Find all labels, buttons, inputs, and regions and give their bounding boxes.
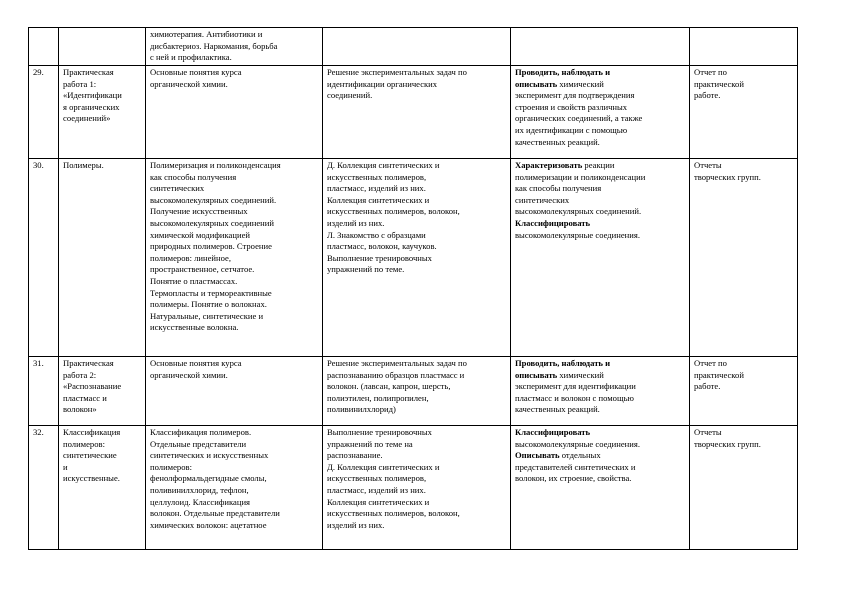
activity-line — [515, 404, 685, 416]
activity-line — [515, 230, 685, 242]
activity-text: их идентификации с помощью — [515, 124, 628, 135]
table-row — [29, 28, 798, 66]
activity-text: эксперимент для подтверждения — [515, 90, 635, 101]
lesson-experiment-line: пластмасс, изделий из них. — [327, 484, 426, 495]
activity-verb: Проводить, наблюдать и — [515, 67, 611, 77]
lesson-content-line: полимеров: линейное, — [150, 252, 231, 263]
lesson-number-cell — [29, 66, 59, 159]
lesson-experiment-line: упражнений по теме на — [327, 438, 413, 449]
lesson-topic-line: Полимеры. — [63, 160, 104, 170]
lesson-content-line: с ней и профилактика. — [150, 52, 232, 63]
activity-text: синтетических — [515, 194, 570, 205]
lesson-number-cell — [29, 426, 59, 550]
activity-text: пластмасс и волокон с помощью — [515, 392, 634, 403]
activity-line — [515, 172, 685, 184]
lesson-number: 30. — [33, 160, 44, 170]
activity-line — [515, 218, 685, 230]
lesson-number: 29. — [33, 67, 44, 77]
lesson-experiment-line: Коллекция синтетических и — [327, 194, 430, 205]
lesson-experiment-cell — [323, 28, 511, 66]
lesson-content-cell — [146, 426, 323, 550]
lesson-experiment-line: Д. Коллекция синтетических и — [327, 461, 440, 472]
lesson-content-line: полимеров: — [150, 461, 192, 472]
activity-text: строения и свойств различных — [515, 101, 628, 112]
student-activity-cell — [511, 159, 690, 357]
control-form-line: работе. — [694, 381, 721, 392]
lesson-experiment-cell — [323, 357, 511, 426]
lesson-experiment-line: распознаванию образцов пластмасс и — [327, 369, 465, 380]
activity-text: высокомолекулярные соединения. — [515, 438, 640, 449]
activity-verb: Характеризовать — [515, 160, 583, 170]
activity-line — [515, 370, 685, 382]
activity-text: органических соединений, а также — [515, 113, 643, 124]
lesson-content-line: целлулоид. Классификация — [150, 496, 251, 507]
lesson-content-line: Основные понятия курса — [150, 67, 242, 77]
lesson-experiment-cell — [323, 426, 511, 550]
lesson-experiment-line: поливинилхлорид) — [327, 404, 396, 415]
control-form-line: творческих групп. — [694, 438, 761, 449]
table-row — [29, 357, 798, 426]
lesson-topic-cell — [59, 426, 146, 550]
activity-line — [515, 358, 685, 370]
lesson-content-line: волокон. Отдельные представители — [150, 508, 280, 519]
lesson-experiment-line: Коллекция синтетических и — [327, 496, 430, 507]
activity-verb: Проводить, наблюдать и — [515, 358, 611, 368]
lesson-number: 32. — [33, 427, 44, 437]
lesson-topic-line: искусственные. — [63, 473, 120, 484]
lesson-experiment-line: упражнений по теме. — [327, 264, 405, 275]
lesson-topic-line: работа 1: — [63, 78, 97, 89]
activity-line — [515, 137, 685, 149]
lesson-content-line: искусственные волокна. — [150, 322, 239, 333]
lesson-content-line: фенолформальдегидные смолы, — [150, 473, 267, 484]
lesson-content-line: Натуральные, синтетические и — [150, 310, 264, 321]
lesson-topic-cell — [59, 28, 146, 66]
lesson-content-line: Основные понятия курса — [150, 358, 242, 368]
lesson-content-line: Термопласты и термореактивные — [150, 287, 272, 298]
lesson-content-line: химиотерапия. Антибиотики и — [150, 29, 263, 39]
lesson-content-line: органической химии. — [150, 369, 228, 380]
activity-line — [515, 160, 685, 172]
student-activity-cell — [511, 28, 690, 66]
lesson-content-line: Получение искусственных — [150, 206, 248, 217]
student-activity-cell — [511, 357, 690, 426]
lesson-topic-line: синтетические — [63, 450, 117, 461]
control-form-line: творческих групп. — [694, 171, 761, 182]
activity-text: представителей синтетических и — [515, 461, 636, 472]
activity-text: волокон, их строение, свойства. — [515, 473, 632, 484]
lesson-experiment-line: искусственных полимеров, волокон, — [327, 206, 460, 217]
lesson-experiment-cell — [323, 159, 511, 357]
control-form-cell — [690, 66, 798, 159]
lesson-experiment-line: искусственных полимеров, — [327, 171, 427, 182]
lesson-topic-line: «Идентификаци — [63, 90, 122, 101]
lesson-topic-line: Классификация — [63, 427, 121, 437]
activity-line — [515, 79, 685, 91]
lesson-content-line: как способы получения — [150, 171, 237, 182]
activity-verb: Классифицировать — [515, 427, 591, 437]
lesson-content-line: высокомолекулярных соединений — [150, 217, 274, 228]
lesson-topic-line: Практическая — [63, 358, 114, 368]
table-row — [29, 426, 798, 550]
lesson-topic-line: полимеров: — [63, 438, 105, 449]
activity-line — [515, 206, 685, 218]
activity-line — [515, 427, 685, 439]
control-form-line: практической — [694, 369, 744, 380]
lesson-experiment-line: изделий из них. — [327, 519, 385, 530]
activity-line — [515, 67, 685, 79]
table-row — [29, 159, 798, 357]
activity-text: высокомолекулярные соединения. — [515, 229, 640, 240]
lesson-topic-line: и — [63, 461, 68, 472]
lesson-content-line: Понятие о пластмассах. — [150, 275, 238, 286]
control-form-cell — [690, 28, 798, 66]
lesson-content-line: полимеры. Понятие о волокнах. — [150, 299, 267, 310]
lesson-experiment-line: пластмасс, волокон, каучуков. — [327, 241, 437, 252]
lesson-content-line: органической химии. — [150, 78, 228, 89]
lesson-plan-table — [28, 27, 798, 550]
control-form-line: Отчет по — [694, 358, 727, 368]
activity-line — [515, 439, 685, 451]
lesson-content-line: химических волокон: ацетатное — [150, 519, 267, 530]
activity-text: отдельных — [559, 450, 601, 461]
control-form-cell — [690, 426, 798, 550]
activity-text: качественных реакций. — [515, 136, 600, 147]
activity-text: как способы получения — [515, 183, 602, 194]
control-form-line: Отчеты — [694, 160, 722, 170]
activity-text: полимеризации и поликонденсации — [515, 171, 646, 182]
lesson-topic-cell — [59, 357, 146, 426]
lesson-experiment-line: соединений. — [327, 90, 373, 101]
activity-line — [515, 183, 685, 195]
lesson-topic-cell — [59, 66, 146, 159]
lesson-content-line: высокомолекулярных соединений. — [150, 194, 277, 205]
lesson-content-line: Полимеризация и поликонденсация — [150, 160, 281, 170]
control-form-cell — [690, 357, 798, 426]
lesson-content-line: синтетических и искусственных — [150, 450, 269, 461]
lesson-experiment-line: Решение экспериментальных задач по — [327, 67, 467, 77]
control-form-line: работе. — [694, 90, 721, 101]
lesson-topic-line: Практическая — [63, 67, 114, 77]
lesson-experiment-line: изделий из них. — [327, 217, 385, 228]
activity-verb: описывать — [515, 78, 558, 89]
lesson-content-cell — [146, 66, 323, 159]
lesson-experiment-line: волокон. (лавсан, капрон, шерсть, — [327, 381, 451, 392]
lesson-content-line: поливинилхлорид, тефлон, — [150, 484, 249, 495]
lesson-number-cell — [29, 28, 59, 66]
lesson-content-line: дисбактериоз. Наркомания, борьба — [150, 40, 278, 51]
activity-verb: Классифицировать — [515, 217, 591, 228]
lesson-content-cell — [146, 28, 323, 66]
lesson-content-cell — [146, 357, 323, 426]
lesson-experiment-line: Л. Знакомство с образцами — [327, 229, 426, 240]
lesson-experiment-line: искусственных полимеров, — [327, 473, 427, 484]
activity-text: качественных реакций. — [515, 404, 600, 415]
activity-line — [515, 473, 685, 485]
lesson-topic-line: волокон» — [63, 404, 97, 415]
lesson-experiment-cell — [323, 66, 511, 159]
lesson-content-line: Отдельные представители — [150, 438, 247, 449]
activity-line — [515, 102, 685, 114]
lesson-experiment-line: Решение экспериментальных задач по — [327, 358, 467, 368]
activity-text: эксперимент для идентификации — [515, 381, 636, 392]
lesson-content-line: синтетических — [150, 183, 205, 194]
lesson-content-line: химической модификацией — [150, 229, 250, 240]
lesson-experiment-line: искусственных полимеров, волокон, — [327, 508, 460, 519]
activity-text: реакции — [582, 160, 615, 170]
lesson-topic-line: соединений» — [63, 113, 111, 124]
lesson-experiment-line: Выполнение тренировочных — [327, 252, 432, 263]
activity-verb: Описывать — [515, 450, 560, 461]
activity-line — [515, 125, 685, 137]
control-form-line: практической — [694, 78, 744, 89]
lesson-experiment-line: идентификации органических — [327, 78, 438, 89]
table-row — [29, 66, 798, 159]
activity-line — [515, 462, 685, 474]
activity-line — [515, 113, 685, 125]
lesson-content-line: пространственное, сетчатое. — [150, 264, 255, 275]
lesson-topic-line: «Распознавание — [63, 381, 122, 392]
lesson-content-line: Классификация полимеров. — [150, 427, 252, 437]
activity-text: высокомолекулярных соединений. — [515, 206, 642, 217]
control-form-line: Отчет по — [694, 67, 727, 77]
lesson-experiment-line: Д. Коллекция синтетических и — [327, 160, 440, 170]
activity-text: химический — [557, 78, 604, 89]
activity-verb: описывать — [515, 369, 558, 380]
activity-line — [515, 381, 685, 393]
student-activity-cell — [511, 66, 690, 159]
activity-line — [515, 450, 685, 462]
activity-line — [515, 195, 685, 207]
lesson-experiment-line: Выполнение тренировочных — [327, 427, 432, 437]
lesson-topic-line: пластмасс и — [63, 392, 107, 403]
lesson-content-cell — [146, 159, 323, 357]
control-form-cell — [690, 159, 798, 357]
lesson-topic-cell — [59, 159, 146, 357]
lesson-number-cell — [29, 357, 59, 426]
lesson-content-line: природных полимеров. Строение — [150, 241, 272, 252]
lesson-experiment-line: полиэтилен, полипропилен, — [327, 392, 429, 403]
control-form-line: Отчеты — [694, 427, 722, 437]
lesson-number: 31. — [33, 358, 44, 368]
activity-line — [515, 90, 685, 102]
lesson-number-cell — [29, 159, 59, 357]
lesson-topic-line: я органических — [63, 101, 120, 112]
lesson-experiment-line: пластмасс, изделий из них. — [327, 183, 426, 194]
activity-line — [515, 393, 685, 405]
activity-text: химический — [557, 369, 604, 380]
table-body — [29, 28, 798, 550]
lesson-experiment-line: распознавание. — [327, 450, 383, 461]
lesson-topic-line: работа 2: — [63, 369, 97, 380]
student-activity-cell — [511, 426, 690, 550]
